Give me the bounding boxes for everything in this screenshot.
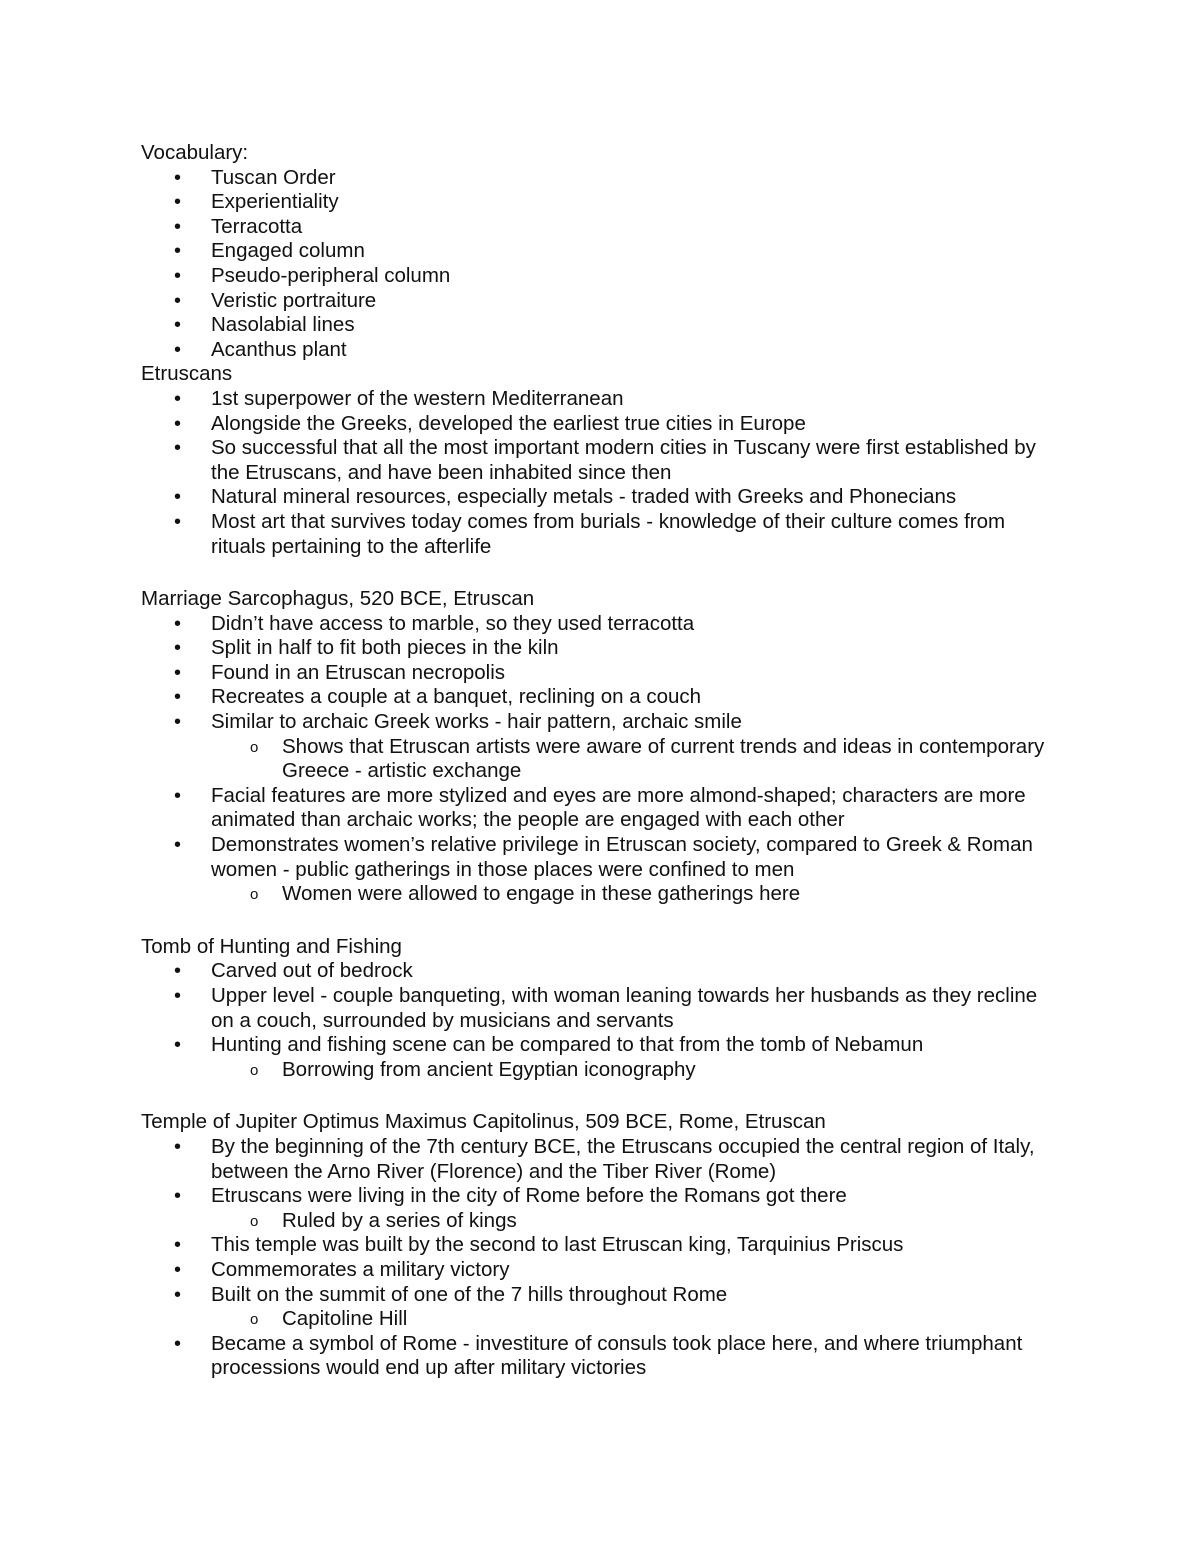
sub-bullet-icon: o — [250, 1212, 259, 1230]
sub-bullet-text: Shows that Etruscan artists were aware of current trends and ideas in contemporary Greece - artistic exchange — [282, 734, 1045, 783]
bullet-text: Similar to archaic Greek works - hair pattern, archaic smile — [211, 710, 742, 734]
bullet-text: By the beginning of the 7th century BCE, the Etruscans occupied the central region of Italy, between the Arno River (Florence) and the Tiber River (Rome) — [211, 1134, 1035, 1183]
bullet-icon: • — [174, 637, 182, 660]
sub-bullet-text: Women were allowed to engage in these gatherings here — [282, 882, 801, 906]
bullet-text: Etruscans were living in the city of Rome before the Romans got there — [211, 1184, 847, 1208]
bullet-item — [141, 685, 1061, 710]
bullet-text: Carved out of bedrock — [211, 959, 413, 983]
bullet-icon: • — [174, 387, 182, 410]
bullet-item — [141, 289, 1061, 314]
sub-bullet-text: Capitoline Hill — [282, 1307, 408, 1331]
bullet-item — [141, 833, 1061, 907]
sub-bullet-item — [211, 882, 1061, 907]
bullet-item — [141, 313, 1061, 338]
bullet-item — [141, 264, 1061, 289]
section-heading: Tomb of Hunting and Fishing — [141, 934, 402, 958]
note-section — [141, 362, 1061, 559]
bullet-text: Didn’t have access to marble, so they used terracotta — [211, 611, 695, 635]
section-spacer — [141, 907, 1061, 935]
section-heading: Vocabulary: — [141, 141, 249, 164]
sub-bullet-item — [211, 735, 1061, 784]
note-section — [141, 935, 1061, 1083]
bullet-text: Most art that survives today comes from burials - knowledge of their culture comes from rituals pertaining to the afterlife — [211, 509, 1006, 558]
bullet-item — [141, 166, 1061, 191]
bullet-icon: • — [174, 166, 182, 189]
sub-bullet-text: Borrowing from ancient Egyptian iconography — [282, 1057, 696, 1081]
bullet-icon: • — [174, 289, 182, 312]
bullet-icon: • — [174, 510, 182, 533]
bullet-text: Facial features are more stylized and eyes are more almond-shaped; characters are more animated than archaic works; the people are engaged with each other — [211, 783, 1026, 832]
bullet-icon: • — [174, 711, 182, 734]
bullet-list — [141, 612, 1061, 907]
bullet-icon: • — [174, 191, 182, 214]
bullet-text: Engaged column — [211, 239, 365, 263]
bullet-icon: • — [174, 338, 182, 361]
bullet-item — [141, 1258, 1061, 1283]
bullet-icon: • — [174, 437, 182, 460]
bullet-icon: • — [174, 1234, 182, 1257]
sub-bullet-item — [211, 1058, 1061, 1083]
bullet-item — [141, 215, 1061, 240]
bullet-text: Alongside the Greeks, developed the earliest true cities in Europe — [211, 411, 806, 435]
bullet-item — [141, 436, 1061, 485]
sub-bullet-item — [211, 1209, 1061, 1234]
bullet-text: 1st superpower of the western Mediterranean — [211, 386, 624, 410]
sub-bullet-text: Ruled by a series of kings — [282, 1208, 517, 1232]
bullet-icon: • — [174, 486, 182, 509]
bullet-text: Upper level - couple banqueting, with woman leaning towards her husbands as they recline on a couch, surrounded by musicians and servants — [211, 984, 1038, 1032]
section-spacer — [141, 559, 1061, 587]
bullet-item — [141, 612, 1061, 637]
bullet-icon: • — [174, 960, 182, 983]
sub-bullet-icon: o — [250, 738, 259, 756]
bullet-icon: • — [174, 1332, 182, 1355]
sub-bullet-list — [211, 882, 1061, 907]
bullet-text: Demonstrates women’s relative privilege in Etruscan society, compared to Greek & Roman women - public gatherings in those places were confined to men — [211, 833, 1033, 881]
sub-bullet-list — [211, 735, 1061, 784]
bullet-item — [141, 485, 1061, 510]
bullet-icon: • — [174, 784, 182, 807]
bullet-item — [141, 984, 1061, 1033]
bullet-text: Hunting and fishing scene can be compared to that from the tomb of Nebamun — [211, 1033, 924, 1057]
bullet-icon: • — [174, 314, 182, 337]
bullet-item — [141, 387, 1061, 412]
note-section — [141, 587, 1061, 907]
bullet-text: Became a symbol of Rome - investiture of consuls took place here, and where triumphant processions would end up after military victories — [211, 1331, 1023, 1380]
section-heading: Marriage Sarcophagus, 520 BCE, Etruscan — [141, 587, 535, 611]
bullet-item — [141, 710, 1061, 784]
bullet-icon: • — [174, 1135, 182, 1158]
bullet-item — [141, 959, 1061, 984]
bullet-list — [141, 1135, 1061, 1381]
bullet-item — [141, 338, 1061, 363]
bullet-item — [141, 1135, 1061, 1184]
sub-bullet-list — [211, 1209, 1061, 1234]
note-section — [141, 1110, 1061, 1381]
bullet-item — [141, 1332, 1061, 1381]
document-page — [141, 141, 1061, 1381]
section-heading: Etruscans — [141, 362, 233, 386]
section-heading: Temple of Jupiter Optimus Maximus Capitolinus, 509 BCE, Rome, Etruscan — [141, 1110, 826, 1134]
bullet-icon: • — [174, 985, 182, 1007]
bullet-item — [141, 661, 1061, 686]
bullet-text: Nasolabial lines — [211, 313, 355, 337]
bullet-list — [141, 387, 1061, 559]
bullet-icon: • — [174, 1258, 182, 1281]
bullet-icon: • — [174, 240, 182, 263]
bullet-item — [141, 784, 1061, 833]
bullet-text: Natural mineral resources, especially metals - traded with Greeks and Phonecians — [211, 485, 957, 509]
section-spacer — [141, 1082, 1061, 1110]
bullet-icon: • — [174, 264, 182, 287]
sub-bullet-icon: o — [250, 1311, 259, 1329]
bullet-item — [141, 1283, 1061, 1332]
bullet-text: Terracotta — [211, 214, 303, 238]
sub-bullet-item — [211, 1307, 1061, 1332]
bullet-text: Tuscan Order — [211, 165, 336, 189]
bullet-text: Found in an Etruscan necropolis — [211, 660, 506, 684]
sub-bullet-icon: o — [250, 886, 259, 904]
sub-bullet-list — [211, 1058, 1061, 1083]
sub-bullet-list — [211, 1307, 1061, 1332]
bullet-icon: • — [174, 215, 182, 238]
bullet-text: So successful that all the most important modern cities in Tuscany were first established by the Etruscans, and have been inhabited since then — [211, 436, 1036, 484]
bullet-icon: • — [174, 412, 182, 435]
bullet-icon: • — [174, 612, 182, 635]
bullet-item — [141, 636, 1061, 661]
bullet-icon: • — [174, 1283, 182, 1306]
bullet-item — [141, 1184, 1061, 1233]
note-section — [141, 141, 1061, 362]
sub-bullet-icon: o — [250, 1061, 259, 1079]
bullet-text: Veristic portraiture — [211, 288, 377, 312]
bullet-item — [141, 510, 1061, 559]
bullet-text: Recreates a couple at a banquet, reclining on a couch — [211, 685, 702, 709]
bullet-item — [141, 1233, 1061, 1258]
bullet-item — [141, 190, 1061, 215]
bullet-text: Built on the summit of one of the 7 hills throughout Rome — [211, 1282, 728, 1306]
bullet-text: Acanthus plant — [211, 337, 347, 361]
bullet-text: Commemorates a military victory — [211, 1257, 510, 1281]
bullet-text: Pseudo-peripheral column — [211, 263, 451, 287]
bullet-icon: • — [174, 1034, 182, 1057]
bullet-item — [141, 239, 1061, 264]
bullet-item — [141, 412, 1061, 437]
bullet-text: Experientiality — [211, 190, 339, 214]
bullet-icon: • — [174, 686, 182, 709]
bullet-icon: • — [174, 1185, 182, 1208]
bullet-icon: • — [174, 834, 182, 857]
bullet-list — [141, 166, 1061, 363]
bullet-icon: • — [174, 661, 182, 684]
bullet-text: This temple was built by the second to last Etruscan king, Tarquinius Priscus — [211, 1233, 904, 1257]
bullet-text: Split in half to fit both pieces in the kiln — [211, 636, 559, 660]
bullet-item — [141, 1033, 1061, 1082]
bullet-list — [141, 959, 1061, 1082]
